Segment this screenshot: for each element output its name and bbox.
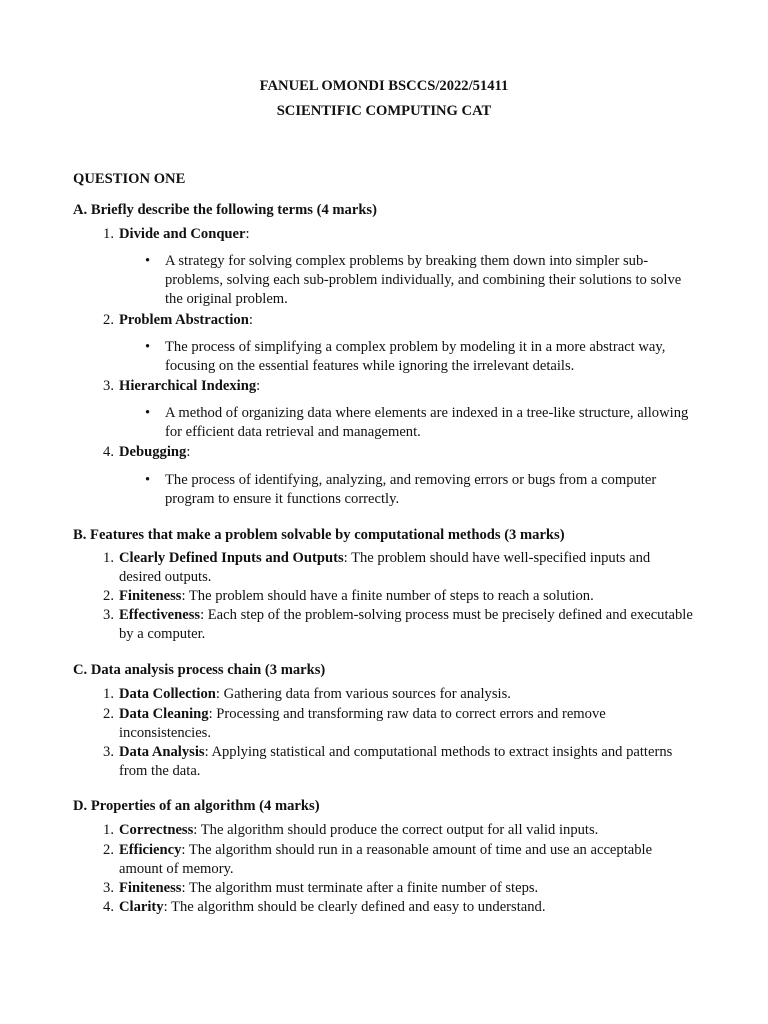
- term: Clarity: [119, 899, 164, 915]
- item-description: : The algorithm must terminate after a finite number of steps.: [181, 880, 539, 896]
- item-number: 4.: [103, 444, 114, 460]
- section-a-title: A. Briefly describe the following terms (4 marks): [73, 202, 377, 218]
- item-number: 3.: [103, 607, 114, 623]
- question-title: QUESTION ONE: [73, 171, 186, 187]
- term: Hierarchical Indexing: [119, 378, 257, 394]
- bullet-text: The process of simplifying a complex problem by modeling it in a more abstract way, focusing on the essential features while ignoring the irrelevant details.: [165, 339, 666, 374]
- term-colon: :: [248, 312, 253, 328]
- section-c-title: C. Data analysis process chain (3 marks): [73, 662, 326, 678]
- item-description: : The algorithm should run in a reasonable amount of time and use an acceptable amount of memory.: [119, 842, 653, 877]
- bullet-text: A method of organizing data where elements are indexed in a tree-like structure, allowing for efficient data retrieval and management.: [165, 405, 689, 440]
- term-colon: :: [256, 378, 261, 394]
- term-colon: :: [245, 226, 250, 242]
- item-number: 1.: [103, 226, 114, 242]
- term: Correctness: [119, 822, 194, 838]
- bullet-icon: •: [145, 339, 151, 355]
- item-description: : The algorithm should be clearly defined and easy to understand.: [163, 899, 546, 915]
- item-description: : The problem should have well-specified inputs and desired outputs.: [119, 550, 651, 585]
- term: Data Collection: [119, 686, 216, 702]
- term: Finiteness: [119, 880, 182, 896]
- item-number: 3.: [103, 744, 114, 760]
- term: Debugging: [119, 444, 187, 460]
- item-description: : Gathering data from various sources for analysis.: [215, 686, 511, 702]
- term: Divide and Conquer: [119, 226, 246, 242]
- bullet-text: A strategy for solving complex problems by breaking them down into simpler sub-problems, solving each sub-problem individually, and combining their solutions to solve the original problem.: [165, 253, 682, 307]
- item-number: 4.: [103, 899, 114, 915]
- item-number: 2.: [103, 842, 114, 858]
- term: Finiteness: [119, 588, 182, 604]
- section-d-title: D. Properties of an algorithm (4 marks): [73, 798, 320, 814]
- item-description: : The problem should have a finite number of steps to reach a solution.: [181, 588, 594, 604]
- item-number: 2.: [103, 588, 114, 604]
- bullet-text: The process of identifying, analyzing, and removing errors or bugs from a computer program to ensure it functions correctly.: [165, 472, 657, 507]
- item-number: 1.: [103, 822, 114, 838]
- item-number: 3.: [103, 880, 114, 896]
- author-line: FANUEL OMONDI BSCCS/2022/51411: [259, 78, 509, 94]
- bullet-icon: •: [145, 405, 151, 421]
- bullet-icon: •: [145, 253, 151, 269]
- item-number: 2.: [103, 312, 114, 328]
- item-number: 3.: [103, 378, 114, 394]
- term: Efficiency: [119, 842, 182, 858]
- term: Problem Abstraction: [119, 312, 249, 328]
- document-title: SCIENTIFIC COMPUTING CAT: [276, 103, 492, 119]
- item-description: : Processing and transforming raw data to correct errors and remove inconsistencies.: [119, 706, 606, 741]
- item-description: : Applying statistical and computational methods to extract insights and patterns from the data.: [119, 744, 673, 779]
- item-number: 1.: [103, 686, 114, 702]
- item-description: : Each step of the problem-solving process must be precisely defined and executable by a computer.: [119, 607, 693, 642]
- section-b-title: B. Features that make a problem solvable by computational methods (3 marks): [73, 527, 565, 543]
- term: Data Cleaning: [119, 706, 209, 722]
- term: Effectiveness: [119, 607, 201, 623]
- item-number: 1.: [103, 550, 114, 566]
- item-number: 2.: [103, 706, 114, 722]
- term: Data Analysis: [119, 744, 205, 760]
- term: Clearly Defined Inputs and Outputs: [119, 550, 344, 566]
- term-colon: :: [186, 444, 191, 460]
- bullet-icon: •: [145, 472, 151, 488]
- item-description: : The algorithm should produce the correct output for all valid inputs.: [193, 822, 599, 838]
